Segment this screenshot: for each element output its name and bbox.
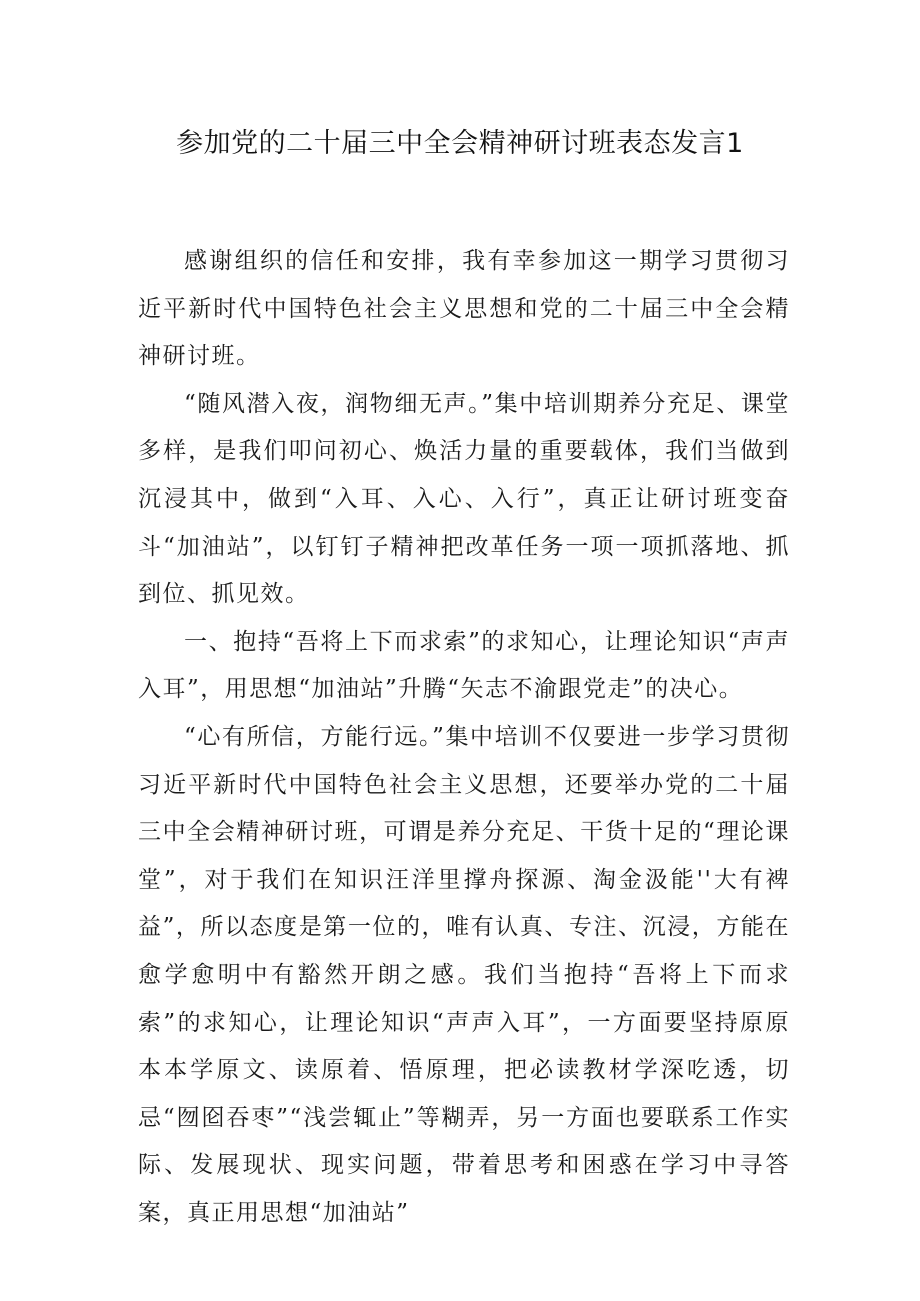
paragraph-quote-1: “随风潜入夜，润物细无声。”集中培训期养分充足、课堂多样，是我们叩问初心、焕活力量的重要载体，我们当做到沉浸其中，做到“入耳、入心、入行”，真正让研讨班变奋斗“加油站”，以钉钉子精神把改革任务一项一项抓落地、抓到位、抓见效。 xyxy=(138,390,790,608)
section-heading-1: 一、抱持“吾将上下而求索”的求知心，让理论知识“声声入耳”，用思想“加油站”升腾“矢志不渝跟党走”的决心。 xyxy=(138,628,790,703)
paragraph-intro: 感谢组织的信任和安排，我有幸参加这一期学习贯彻习近平新时代中国特色社会主义思想和党的二十届三中全会精神研讨班。 xyxy=(138,248,790,370)
paragraph-quote-2: “心有所信，方能行远。”集中培训不仅要进一步学习贯彻习近平新时代中国特色社会主义思想，还要举办党的二十届三中全会精神研讨班，可谓是养分充足、干货十足的“理论课堂”，对于我们在知识汪洋里撑舟探源、淘金汲能''大有裨益”，所以态度是第一位的，唯有认真、专注、沉浸，方能在愈学愈明中有豁然开朗之感。我们当抱持“吾将上下而求索”的求知心，让理论知识“声声入耳”，一方面要坚持原原本本学原文、读原着、悟原理，把必读教材学深吃透，切忌“囫囵吞枣”“浅尝辄止”等糊弄，另一方面也要联系工作实际、发展现状、现实问题，带着思考和困惑在学习中寻答案，真正用思想“加油站” xyxy=(138,723,790,1226)
document-title: 参加党的二十届三中全会精神研讨班表态发言1 xyxy=(176,128,744,159)
document-body xyxy=(138,238,790,1237)
